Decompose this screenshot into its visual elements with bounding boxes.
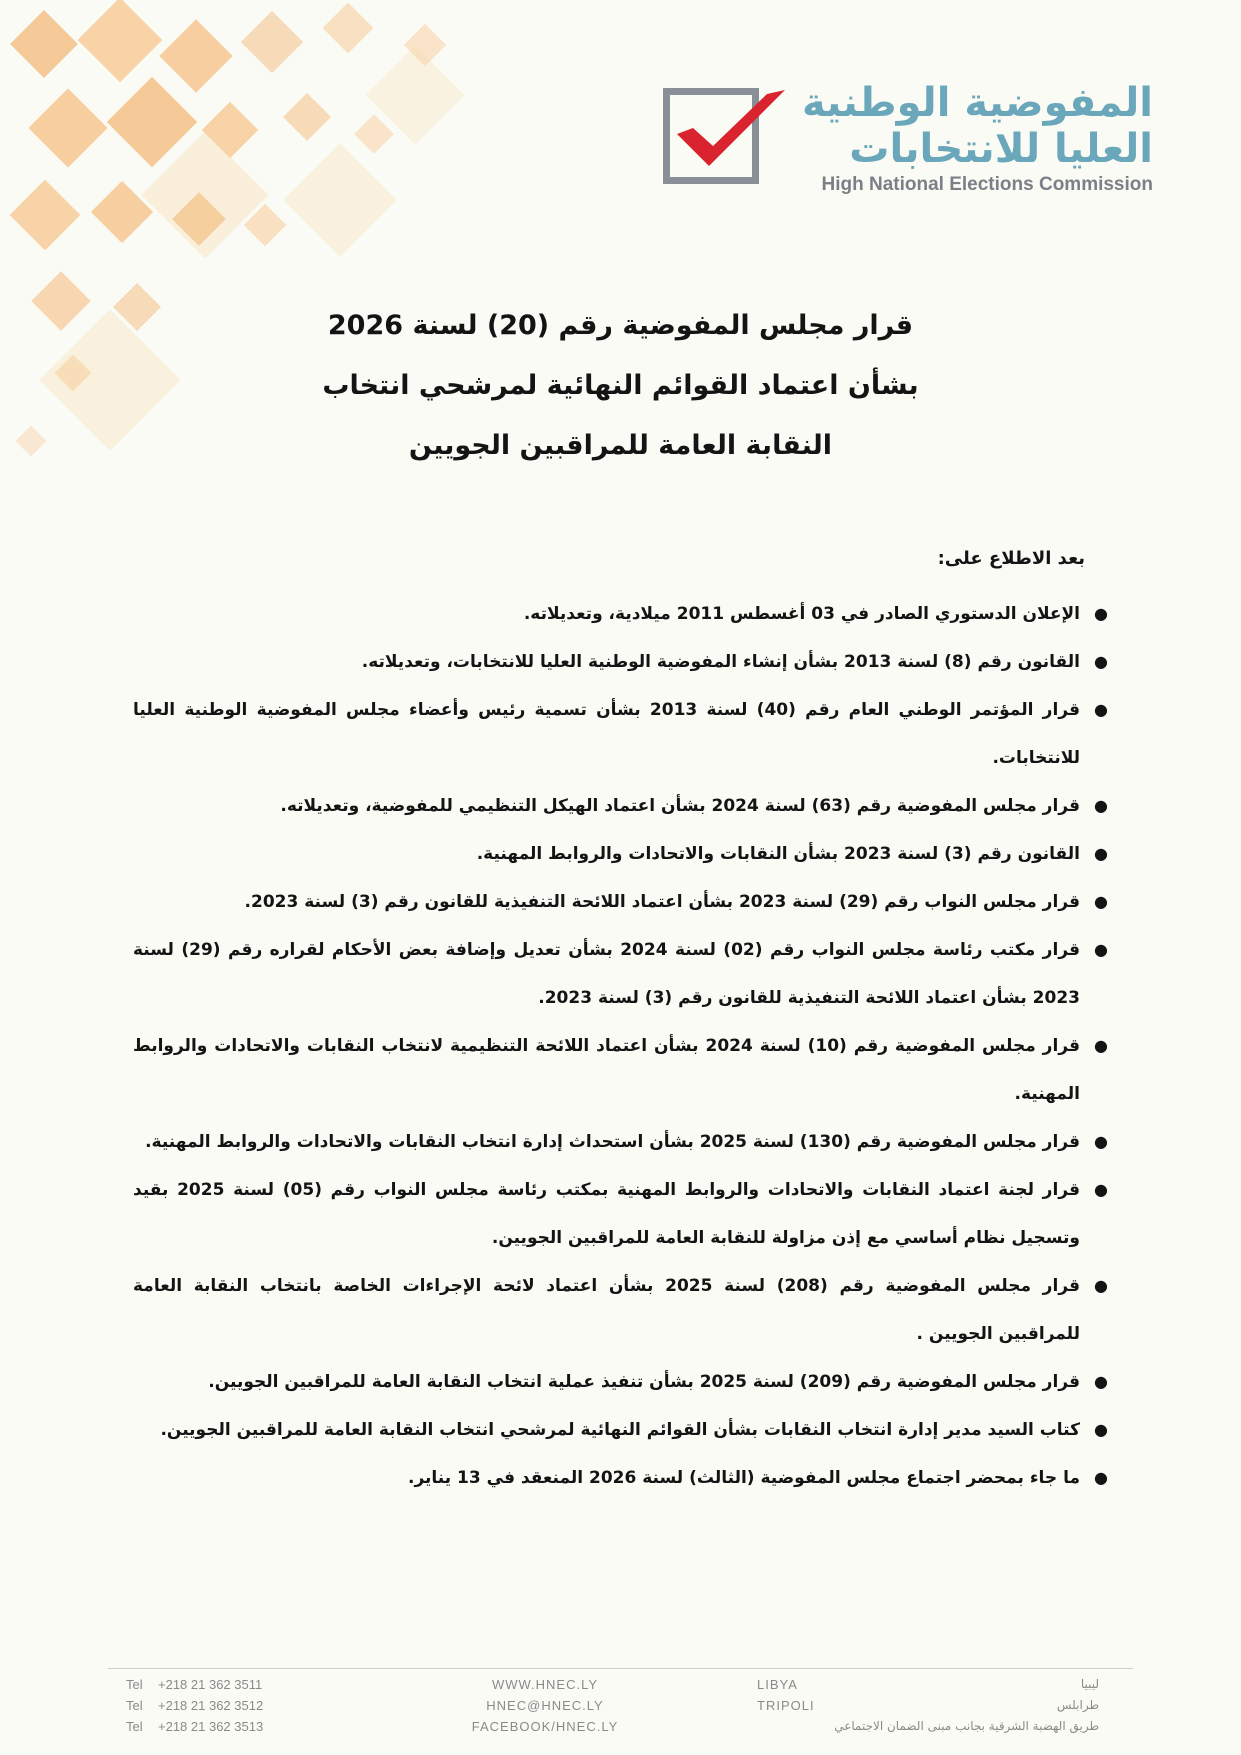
bullet-icon: ● [1094, 796, 1108, 815]
list-item-text: القانون رقم (3) لسنة 2023 بشأن النقابات والاتحادات والروابط المهنية. [476, 844, 1080, 864]
list-item [133, 1262, 1108, 1358]
list-item-text: قرار مجلس المفوضية رقم (63) لسنة 2024 بشأن اعتماد الهيكل التنظيمي للمفوضية، وتعديلاته. [280, 796, 1080, 816]
logo-name-english: High National Elections Commission [821, 174, 1153, 195]
list-item [133, 782, 1108, 830]
logo-name-arabic-line1: المفوضية الوطنية [802, 80, 1153, 126]
footer-country-en: LIBYA [757, 1677, 798, 1692]
footer-location-en [757, 1674, 815, 1716]
footer-location-ar [834, 1674, 1099, 1737]
list-item-text: القانون رقم (8) لسنة 2013 بشأن إنشاء المفوضية الوطنية العليا للانتخابات، وتعديلاته. [361, 652, 1080, 672]
list-item-text: قرار لجنة اعتماد النقابات والاتحادات والروابط المهنية بمكتب رئاسة مجلس النواب رقم (05) لسنة 2025 بقيد وتسجيل نظام أساسي مع إذن مزاولة للنقابة العامة للمراقبين الجويين. [133, 1180, 1081, 1248]
list-item [133, 1022, 1108, 1118]
footer-divider [108, 1668, 1133, 1669]
footer-phone-row [126, 1695, 263, 1716]
footer-phones [126, 1674, 263, 1737]
phone-number: +218 21 362 3513 [158, 1719, 264, 1734]
footer-email: HNEC@HNEC.LY [486, 1698, 604, 1713]
list-item-text: قرار مجلس المفوضية رقم (209) لسنة 2025 بشأن تنفيذ عملية انتخاب النقابة العامة للمراقبين الجويين. [208, 1372, 1080, 1392]
footer-online [440, 1674, 650, 1737]
bullet-icon: ● [1094, 1372, 1108, 1391]
list-item-text: قرار مكتب رئاسة مجلس النواب رقم (02) لسنة 2024 بشأن تعديل وإضافة بعض الأحكام لقراره رقم (29) لسنة 2023 بشأن اعتماد اللائحة التنفيذية للقانون رقم (3) لسنة 2023. [133, 940, 1080, 1008]
bullet-icon: ● [1094, 604, 1108, 623]
bullet-icon: ● [1094, 1180, 1108, 1199]
list-item [133, 926, 1108, 1022]
bullet-icon: ● [1094, 844, 1108, 863]
list-item-text: قرار المؤتمر الوطني العام رقم (40) لسنة 2013 بشأن تسمية رئيس وأعضاء مجلس المفوضية الوطنية العليا للانتخابات. [133, 700, 1080, 768]
list-item [133, 590, 1108, 638]
footer-city-en: TRIPOLI [757, 1698, 815, 1713]
list-item [133, 686, 1108, 782]
footer-city-ar: طرابلس [1056, 1698, 1099, 1712]
list-item [133, 1406, 1108, 1454]
list-item-text: قرار مجلس المفوضية رقم (130) لسنة 2025 بشأن استحداث إدارة انتخاب النقابات والاتحادات والروابط المهنية. [145, 1132, 1080, 1152]
footer-facebook: FACEBOOK/HNEC.LY [471, 1719, 619, 1734]
title-line-1: قرار مجلس المفوضية رقم (20) لسنة 2026 [327, 310, 914, 341]
footer-phone-row [126, 1716, 263, 1737]
list-item [133, 830, 1108, 878]
title-line-3: النقابة العامة للمراقبين الجويين [408, 430, 833, 461]
bullet-icon: ● [1094, 892, 1108, 911]
intro-text: بعد الاطلاع على: [937, 548, 1085, 569]
bullet-icon: ● [1094, 1036, 1108, 1055]
list-item-text: قرار مجلس المفوضية رقم (10) لسنة 2024 بشأن اعتماد اللائحة التنظيمية لانتخاب النقابات والاتحادات والروابط المهنية. [133, 1036, 1080, 1104]
list-item [133, 878, 1108, 926]
hnec-logo [663, 80, 1153, 195]
footer-phone-row [126, 1674, 263, 1695]
list-item [133, 1166, 1108, 1262]
list-item-text: قرار مجلس المفوضية رقم (208) لسنة 2025 بشأن اعتماد لائحة الإجراءات الخاصة بانتخاب النقابة العامة للمراقبين الجويين . [133, 1276, 1080, 1344]
phone-number: +218 21 362 3512 [158, 1698, 264, 1713]
tel-label: Tel [126, 1719, 143, 1734]
list-item [133, 1454, 1108, 1502]
bullet-icon: ● [1094, 1132, 1108, 1151]
references-list [133, 590, 1108, 1502]
footer-address-ar: طريق الهضبة الشرقية بجانب مبنى الضمان الاجتماعي [834, 1719, 1099, 1733]
list-item [133, 1118, 1108, 1166]
list-item-text: قرار مجلس النواب رقم (29) لسنة 2023 بشأن اعتماد اللائحة التنفيذية للقانون رقم (3) لسنة 2023. [244, 892, 1080, 912]
list-item-text: الإعلان الدستوري الصادر في 03 أغسطس 2011 ميلادية، وتعديلاته. [523, 604, 1080, 624]
tel-label: Tel [126, 1698, 143, 1713]
bullet-icon: ● [1094, 1276, 1108, 1295]
list-item [133, 1358, 1108, 1406]
checkmark-icon [663, 84, 793, 194]
bullet-icon: ● [1094, 940, 1108, 959]
footer-website: WWW.HNEC.LY [491, 1677, 599, 1692]
bullet-icon: ● [1094, 1420, 1108, 1439]
list-item-text: كتاب السيد مدير إدارة انتخاب النقابات بشأن القوائم النهائية لمرشحي انتخاب النقابة العامة للمراقبين الجويين. [160, 1420, 1080, 1440]
logo-name-arabic-line2: العليا للانتخابات [849, 126, 1153, 172]
bullet-icon: ● [1094, 700, 1108, 719]
footer-country-ar: ليبيا [1080, 1677, 1099, 1691]
bullet-icon: ● [1094, 652, 1108, 671]
list-item-text: ما جاء بمحضر اجتماع مجلس المفوضية (الثالث) لسنة 2026 المنعقد في 13 يناير. [407, 1468, 1080, 1488]
title-line-2: بشأن اعتماد القوائم النهائية لمرشحي انتخاب [322, 370, 919, 401]
decision-title [0, 296, 1241, 476]
bullet-icon: ● [1094, 1468, 1108, 1487]
tel-label: Tel [126, 1677, 143, 1692]
list-item [133, 638, 1108, 686]
phone-number: +218 21 362 3511 [158, 1677, 263, 1692]
